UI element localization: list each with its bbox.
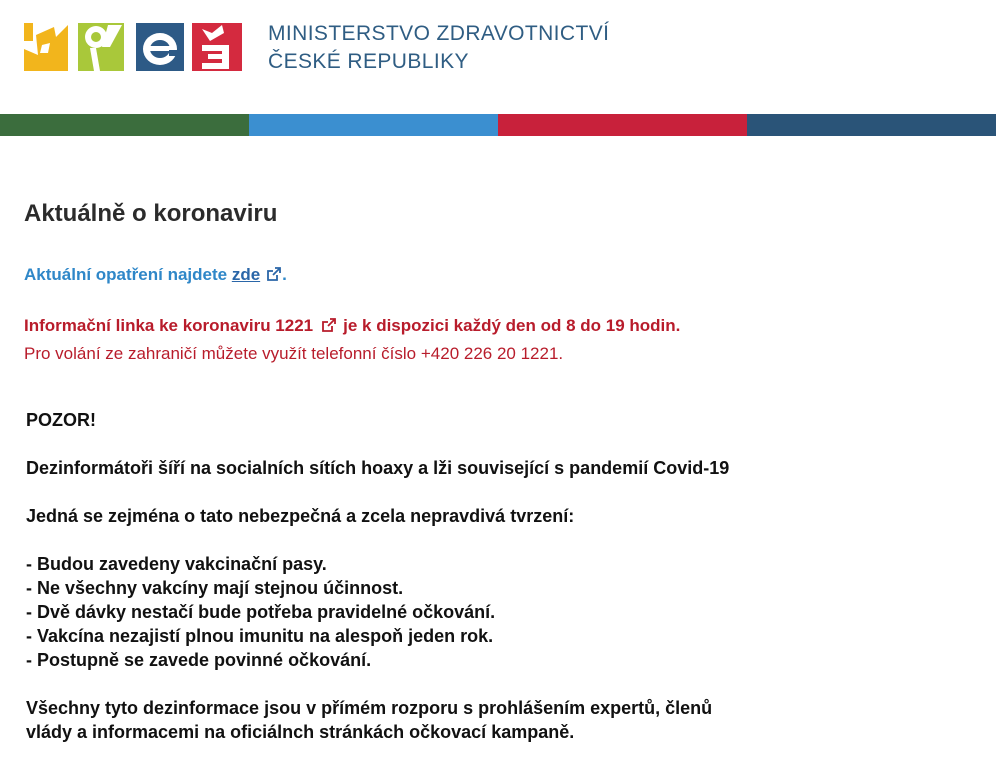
- page-title: Aktuálně o koronaviru: [24, 200, 278, 227]
- ministry-name: [268, 20, 609, 76]
- ministry-name-line1: MINISTERSTVO ZDRAVOTNICTVÍ: [268, 22, 610, 45]
- disinformation-post: [26, 408, 956, 744]
- measures-end: .: [282, 265, 287, 284]
- hotline-hours: je k dispozici každý den od 8 do 19 hodin.: [343, 316, 681, 335]
- external-link-icon[interactable]: [321, 317, 337, 333]
- claims-list: [26, 552, 956, 672]
- hotline-link[interactable]: Informační linka ke koronaviru 1221: [24, 316, 314, 335]
- closing-line-2: vlády a informacemi na oficiálnch stránkách očkovací kampaně.: [26, 722, 575, 742]
- stripe-red: [498, 114, 747, 136]
- color-stripe: [0, 114, 996, 136]
- hotline-notice: [24, 316, 680, 336]
- stripe-navy: [747, 114, 996, 136]
- measures-text: Aktuální opatření najdete: [24, 265, 232, 284]
- list-item: - Ne všechny vakcíny mají stejnou účinnost.: [26, 578, 404, 598]
- closing-line-1: Všechny tyto dezinformace jsou v přímém rozporu s prohlášením expertů, členů: [26, 698, 713, 718]
- site-header: [0, 0, 996, 113]
- logo-tile-yellow: [24, 23, 68, 71]
- abroad-phone-notice: Pro volání ze zahraničí můžete využít telefonní číslo +420 226 20 1221.: [24, 344, 564, 363]
- post-line-1: Dezinformátoři šíří na socialních sítích hoaxy a lži související s pandemií Covid-19: [26, 458, 730, 478]
- stripe-green: [0, 114, 249, 136]
- measures-link[interactable]: zde: [231, 265, 261, 284]
- list-item: - Vakcína nezajistí plnou imunitu na alespoň jeden rok.: [26, 626, 494, 646]
- warning-heading: POZOR!: [26, 410, 96, 430]
- external-link-icon[interactable]: [266, 266, 282, 282]
- post-line-2: Jedná se zejména o tato nebezpečná a zcela nepravdivá tvrzení:: [26, 506, 575, 526]
- list-item: - Postupně se zavede povinné očkování.: [26, 650, 372, 670]
- list-item: - Dvě dávky nestačí bude potřeba pravidelné očkování.: [26, 602, 496, 622]
- logo-tile-blue: [136, 23, 184, 71]
- stripe-blue: [249, 114, 498, 136]
- list-item: - Budou zavedeny vakcinační pasy.: [26, 554, 327, 574]
- logo-tile-green: [78, 23, 124, 71]
- measures-notice: [24, 265, 287, 285]
- logo-tile-red: [192, 23, 242, 71]
- ministry-logo[interactable]: [24, 23, 244, 73]
- ministry-name-line2: ČESKÉ REPUBLIKY: [268, 50, 469, 73]
